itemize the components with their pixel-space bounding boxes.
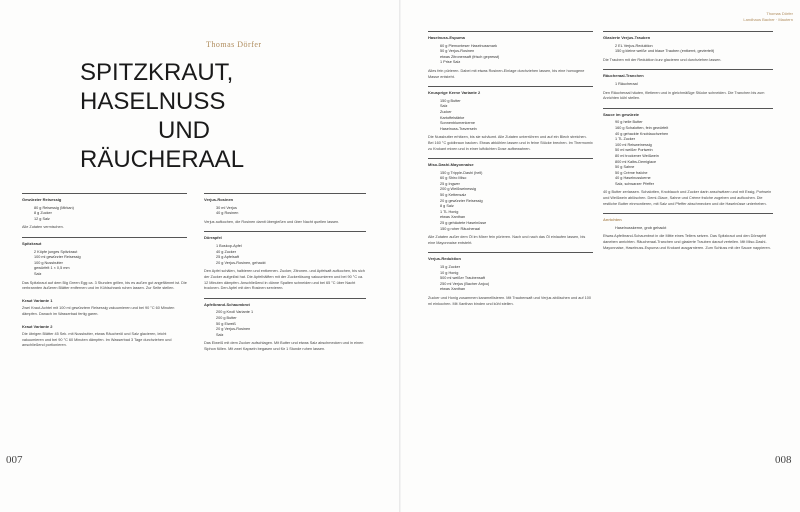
ingredient: 25 g Apfelsaft xyxy=(216,255,240,260)
method-text: Alle Zutaten vermischen. xyxy=(22,225,64,230)
ingredient: 50 g Eiweiß xyxy=(216,321,236,326)
section-rule xyxy=(428,31,593,32)
ingredient: 8 g Salz xyxy=(440,204,454,209)
ingredient-list xyxy=(204,310,366,338)
section-rule xyxy=(22,237,187,238)
method-text: Verjus aufkochen, die Rosinen damit übergießen und über Nacht quellen lassen. xyxy=(204,219,340,224)
method-text: Das Eiweiß mit dem Zucker aufschlagen. Mit Butter und etwas Salz abschmecken und in einen Siphon füllen. Mit zwei Kapseln begasen und für 1 Stunde ruhen lassen. xyxy=(204,341,364,351)
ingredient: 150 g roher Räucheraal xyxy=(440,226,480,231)
section-rule xyxy=(428,86,593,87)
ingredient-list xyxy=(428,171,593,233)
ingredient-list xyxy=(428,265,593,293)
ingredient: 250 ml Verjus (Bacher Anjou) xyxy=(440,281,490,286)
section-heading: Miso-Dashi-Mayonnaise xyxy=(428,162,474,168)
ingredient: 25 g gehäutete Haselnüsse xyxy=(440,221,487,226)
section-heading: Haselnuss-Espuma xyxy=(428,35,465,40)
ingredient: 20 g Verjus-Rosinen, gehackt xyxy=(216,260,266,265)
recipe-column-1 xyxy=(22,193,187,355)
author-name: Thomas Dörfer xyxy=(206,40,262,49)
ingredient: 25 g Ingwer xyxy=(440,181,460,186)
ingredient: Salz xyxy=(34,271,42,276)
section-heading: Verjus-Reduktion xyxy=(428,256,461,262)
method-text: Die übrigen Blätter 45 Sek. mit Nussbutter, etwas Räucheröl und Salz glacieren, leicht vakuumieren und bei 90 °C 60 Minuten dämpfen. Im Wasserbad 3 Tage durchziehen und anschließend portionieren. xyxy=(22,332,172,348)
ingredient: 150 g kleine weiße und blaue Trauben (entkernt, geviertelt) xyxy=(615,49,715,54)
section-heading: Apfelbrand-Schaumbrot xyxy=(204,301,250,307)
method-text: Den Räucheraal häuten, filetieren und in gleichmäßige Stücke schneiden. Die Tranchen bis zum Anrichten kühl stellen. xyxy=(603,90,765,101)
ingredient: 500 ml weißer Traubensaft xyxy=(440,276,485,281)
section-heading: Dörrapfel xyxy=(204,235,222,241)
section-rule xyxy=(428,252,593,253)
section-heading: Knusprige Kerne Variante 2 xyxy=(428,90,481,96)
ingredient: Salz xyxy=(440,104,448,109)
ingredient: 50 g Verjus-Rosinen xyxy=(440,49,475,54)
section-rule xyxy=(204,298,366,299)
section-rule xyxy=(603,108,773,109)
ingredient-list xyxy=(428,44,593,66)
title-line: HASELNUSS xyxy=(80,88,226,115)
ingredient: 1 TL Honig xyxy=(440,209,459,214)
ingredient: 100 ml Reisweinessig xyxy=(615,142,652,147)
ingredient: etwas Xanthan xyxy=(440,215,466,220)
ingredient: 10 g Honig xyxy=(440,270,459,275)
ingredient-list xyxy=(204,206,366,217)
section-heading: Sauce im gewürzte xyxy=(603,111,640,117)
method-text: Alle Zutaten außer dem Öl im Mixer fein pürieren. Nach und nach das Öl einlaufen lassen, bis eine Mayonnaise entsteht. xyxy=(428,235,586,245)
recipe-column-4 xyxy=(603,31,773,257)
ingredient: 40 g Haselnusskerne xyxy=(615,176,651,181)
ingredient-list xyxy=(22,250,187,278)
section-rule xyxy=(428,158,593,159)
ingredient: 150 g Tripple-Dashi (hell) xyxy=(440,170,483,175)
ingredient: 1 TL Zucker xyxy=(615,137,636,142)
ingredient: 200 g Knoll Variante 1 xyxy=(216,310,254,315)
ingredient: 1 Boskop-Apfel xyxy=(216,243,242,248)
ingredient: Sonnenblumenkerne xyxy=(440,121,476,126)
ingredient: Haselnuss-Traverseln xyxy=(440,126,477,131)
subsection-heading: Kraut Variante 1 xyxy=(22,297,53,303)
ingredient: 40 g gehackte Knoblauchzehen xyxy=(615,131,669,136)
section-heading: Anrichten xyxy=(603,217,622,223)
ingredient: etwas Xanthan xyxy=(440,287,466,292)
method-text: Den Apfel schälen, halbieren und entkernen. Zucker, Zitronen- und Apfelsaft aufkochen, bis sich der Zucker aufgelöst hat. Die Apfelhälften mit der Zuckerlösung vakuumieren und bei 90 °C ca. 12 Minuten dämpfen. Anschließend in dünne Spalten schneiden und bei 65 °C über Nacht trocknen. Den Apfel mit den Rosinen servieren. xyxy=(204,269,365,291)
section-rule xyxy=(22,193,187,194)
ingredient: 2 Köpfe junges Spitzkraut xyxy=(34,249,78,254)
ingredient-list xyxy=(603,226,773,232)
section-rule xyxy=(603,213,773,214)
ingredient: 50 ml weißer Portwein xyxy=(615,148,653,153)
section-heading: Verjus-Rosinen xyxy=(204,197,234,202)
ingredient: 50 g Crème fraîche xyxy=(615,170,648,175)
ingredient: 20 g gewürzter Reisessig xyxy=(440,198,483,203)
title-line: SPITZKRAUT, xyxy=(80,59,234,86)
ingredient-list xyxy=(204,244,366,266)
running-header xyxy=(733,11,793,23)
ingredient-list xyxy=(428,99,593,133)
ingredient: 50 g Kettensalz xyxy=(440,193,467,198)
ingredient: 160 g Schalotten, fein gewürfelt xyxy=(615,125,669,130)
ingredient: 90 g helle Butter xyxy=(615,120,643,125)
method-text: 40 g Butter zerlassen. Schalotten, Knoblauch und Zucker darin anschwitzen und mit Essig, Portwein und Weißwein ablöschen. Demi-Glace, Sahne und Crème fraîche zugeben und aufkochen. Die restliche Butter einmontieren, mit Salz und Pfeffer abschmecken und die Haselnüsse unterheben. xyxy=(603,190,772,206)
ingredient: 1 Räucheraal xyxy=(615,81,638,86)
ingredient: 100 g Nussbutter xyxy=(34,260,63,265)
ingredient: 30 ml Verjus xyxy=(216,205,237,210)
ingredient: 80 g Reisessig (Mirkan) xyxy=(34,205,74,210)
subsection-heading: Kraut Variante 2 xyxy=(22,323,53,329)
ingredient: etwas Zitronensaft (frisch gepresst) xyxy=(440,54,500,59)
running-header-restaurant: Landhaus Bacher · Mautern xyxy=(743,17,793,22)
method-text: Etwas Apfelbrand-Schaumbrot in die Mitte eines Tellers setzen. Das Spitzkraut und den Dörrapfel daneben anrichten. Räucheraal-Tranchen und glasierte Trauben darauf verteilen. Mit Miso-Dashi-Mayonnaise, Haselnuss-Espuma und Krokant ausgarnieren. Zum Schluss mit der Sauce nappieren. xyxy=(603,234,771,250)
ingredient: 40 g Rosinen xyxy=(216,211,239,216)
title-line: RÄUCHERAAL xyxy=(80,146,245,173)
ingredient: 60 g Piemonteser Haselnussmark xyxy=(440,43,497,48)
ingredient: 20 g Verjus-Rosinen xyxy=(216,327,251,332)
section-heading: Glasierte Verjus-Trauben xyxy=(603,35,651,40)
page-number-left: 007 xyxy=(6,454,23,466)
method-text: Zucker und Honig zusammen karamellisieren. Mit Traubensaft und Verjus ablöschen und auf 100 ml einkochen. Mit Xanthan binden und kühl stellen. xyxy=(428,295,591,306)
ingredient: Zucker xyxy=(440,109,452,114)
section-rule xyxy=(603,69,773,70)
ingredient: Salz, schwarzer Pfeffer xyxy=(615,181,654,186)
ingredient: 150 g Butter xyxy=(440,98,461,103)
ingredient: 1 Prise Salz xyxy=(440,60,461,65)
book-gutter xyxy=(399,0,401,512)
ingredient-list xyxy=(603,82,773,88)
ingredient: 2 EL Verjus-Reduktion xyxy=(615,43,653,48)
ingredient: 60 g Shiro Miso xyxy=(440,176,467,181)
ingredient-list xyxy=(603,120,773,187)
section-rule xyxy=(204,193,366,194)
ingredient: Salz xyxy=(216,332,224,337)
ingredient: 800 ml Kalbs-Demiglace xyxy=(615,159,657,164)
ingredient: 12 g Salz xyxy=(34,216,50,221)
ingredient: 8 g Zucker xyxy=(34,211,52,216)
recipe-title xyxy=(80,58,245,174)
ingredient: Kartoffelstärke xyxy=(440,115,465,120)
method-text: Alles fein pürieren. Dabei mit etwas Rosinen-Einlage durchziehen lassen, bis eine homogene Masse entsteht. xyxy=(428,68,585,79)
section-heading: Räucheraal-Tranchen xyxy=(603,73,644,79)
method-text: Zwei Kraut-Achtel mit 100 ml gewürztem Reisessig vakuumieren und bei 90 °C 60 Minuten dämpfen. Danach im Wasserbad fertig garen. xyxy=(22,306,175,316)
ingredient-list xyxy=(603,44,773,55)
recipe-column-2 xyxy=(204,193,366,358)
ingredient: 40 g Zucker xyxy=(216,249,237,254)
method-text: Das Spitzkraut auf dem Big Green Egg ca. 3 Stunden grillen, bis es außen gut angeflämmt ist. Die verbrannten äußeren Blätter entfernen und im Kühlschrank ruhen lassen. Zur Seite stellen. xyxy=(22,280,187,291)
title-line: UND xyxy=(158,117,210,144)
running-header-author: Thomas Dörfer xyxy=(766,11,793,16)
ingredient: 15 g Zucker xyxy=(440,265,461,269)
ingredient: 80 ml trockener Weißwein xyxy=(615,153,659,158)
section-heading: Gewürzter Reisessig xyxy=(22,197,62,202)
recipe-column-3 xyxy=(428,31,593,313)
section-rule xyxy=(204,231,366,232)
ingredient: 100 ml gewürzter Reisessig xyxy=(34,255,81,260)
ingredient: 200 g Weißweinessig xyxy=(440,187,477,192)
ingredient: Haselnusskerne, grob gehackt xyxy=(615,225,667,230)
method-text: Die Trauben mit der Reduktion kurz glacieren und durchziehen lassen. xyxy=(603,57,722,62)
ingredient: gewürfelt 1 × 0,5 mm xyxy=(34,266,70,271)
ingredient-list xyxy=(22,206,187,223)
section-rule xyxy=(603,31,773,32)
page-number-right: 008 xyxy=(775,454,792,466)
method-text: Die Nussbutter erhitzen, bis sie schäumt. Alle Zutaten unterrühren und auf ein Blech streichen. Bei 160 °C goldbraun backen. Etwas abkühlen lassen und in feine Stücke brechen. Im Thermomix zu Krokant mixen und in einer luftdichten Dose aufbewahren. xyxy=(428,135,593,151)
section-heading: Spitzkraut xyxy=(22,240,42,246)
ingredient: 200 g Butter xyxy=(216,315,237,320)
ingredient: 50 g Sahne xyxy=(615,165,635,170)
